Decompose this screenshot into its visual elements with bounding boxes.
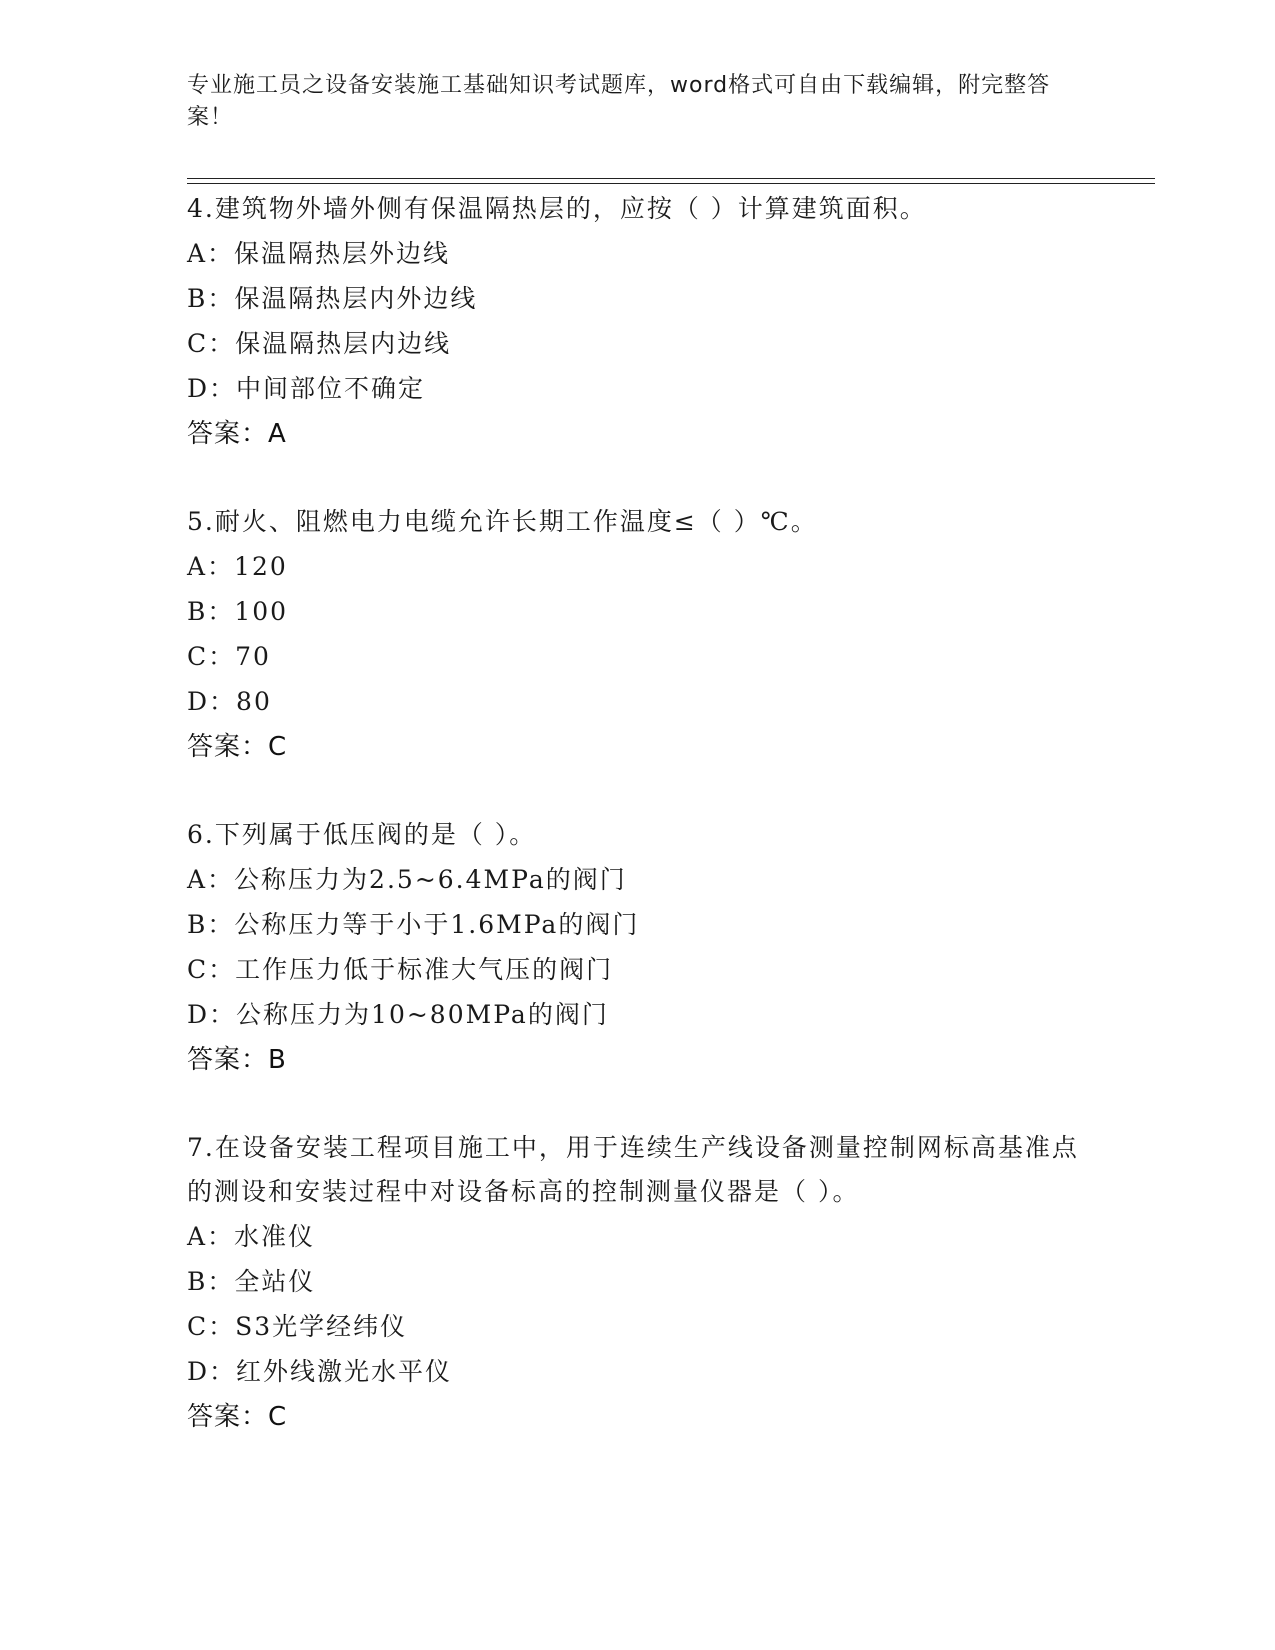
answer: 答案：B <box>187 1045 287 1075</box>
option-c: C：S3光学经纬仪 <box>187 1312 408 1341</box>
option-c: C：保温隔热层内边线 <box>187 329 452 358</box>
question-5 <box>187 500 1087 770</box>
question-gap <box>187 1083 1087 1125</box>
option-d: D：公称压力为10~80MPa的阀门 <box>187 1000 609 1029</box>
question-7 <box>187 1126 1087 1440</box>
question-text: 6.下列属于低压阀的是（ ）。 <box>187 820 537 849</box>
question-4 <box>187 187 1087 457</box>
option-a: A：保温隔热层外边线 <box>187 239 451 268</box>
header-divider-bottom <box>187 183 1155 184</box>
option-c: C：70 <box>187 642 271 671</box>
answer: 答案：C <box>187 1402 288 1432</box>
option-b: B：保温隔热层内外边线 <box>187 284 478 313</box>
question-text: 7.在设备安装工程项目施工中，用于连续生产线设备测量控制网标高基准点的测设和安装过程中对设备标高的控制测量仪器是（ ）。 <box>187 1133 1079 1206</box>
question-gap <box>187 770 1087 812</box>
option-d: D：中间部位不确定 <box>187 374 426 403</box>
header-divider-top <box>187 178 1155 179</box>
question-6 <box>187 813 1087 1083</box>
option-a: A：120 <box>187 552 288 581</box>
option-d: D：80 <box>187 687 272 716</box>
answer: 答案：A <box>187 419 287 449</box>
option-b: B：100 <box>187 597 289 626</box>
option-b: B：公称压力等于小于1.6MPa的阀门 <box>187 910 640 939</box>
answer: 答案：C <box>187 732 288 762</box>
option-a: A：水准仪 <box>187 1222 316 1251</box>
option-b: B：全站仪 <box>187 1267 316 1296</box>
option-a: A：公称压力为2.5~6.4MPa的阀门 <box>187 865 627 894</box>
question-gap <box>187 457 1087 499</box>
question-text: 4.建筑物外墙外侧有保温隔热层的，应按（ ）计算建筑面积。 <box>187 194 927 223</box>
option-c: C：工作压力低于标准大气压的阀门 <box>187 955 614 984</box>
document-header: 专业施工员之设备安装施工基础知识考试题库，word格式可自由下载编辑，附完整答案！ <box>187 73 1051 130</box>
option-d: D：红外线激光水平仪 <box>187 1357 453 1386</box>
question-text: 5.耐火、阻燃电力电缆允许长期工作温度≤（ ）℃。 <box>187 507 818 536</box>
question-list <box>187 186 1087 1440</box>
